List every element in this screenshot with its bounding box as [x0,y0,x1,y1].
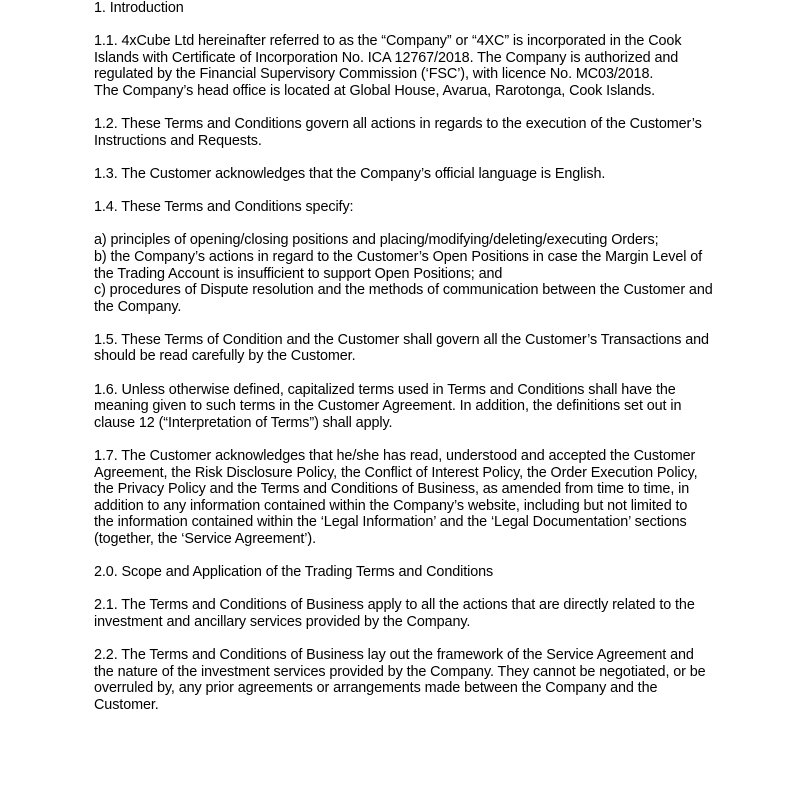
text-line: The Company’s head office is located at Global House, Avarua, Rarotonga, Cook Islands. [94,82,655,99]
text-line: the Privacy Policy and the Terms and Conditions of Business, as amended from time to time, in [94,481,690,498]
text-line: Agreement, the Risk Disclosure Policy, the Conflict of Interest Policy, the Order Execution Policy, [94,464,698,481]
paragraph-intro-heading [94,0,712,17]
text-line: 1.4. These Terms and Conditions specify: [94,199,354,216]
text-line: (together, the ‘Service Agreement’). [94,531,316,547]
text-line: 1.1. 4xCube Ltd hereinafter referred to as the “Company” or “4XC” is incorporated in the Cook [94,33,682,50]
paragraph-clause-1-4 [94,199,712,216]
text-line: the Trading Account is insufficient to support Open Positions; and [94,265,503,282]
text-line: investment and ancillary services provided by the Company. [94,613,471,630]
paragraph-section-2-heading [94,564,712,581]
text-line: 1.5. These Terms of Condition and the Customer shall govern all the Customer’s Transactions and [94,331,709,348]
text-line: overruled by, any prior agreements or arrangements made between the Company and the [94,680,658,697]
text-line: regulated by the Financial Supervisory Commission (‘FSC’), with licence No. MC03/2018. [94,66,654,83]
text-line: clause 12 (“Interpretation of Terms”) shall apply. [94,414,393,431]
text-line: the nature of the investment services provided by the Company. They cannot be negotiated, or be [94,663,706,680]
text-line: the Company. [94,298,182,315]
paragraph-clause-1-7 [94,448,712,548]
terms-document [94,0,712,730]
text-line: Instructions and Requests. [94,132,262,149]
text-line: b) the Company’s actions in regard to the Customer’s Open Positions in case the Margin Level of [94,248,703,265]
text-line: a) principles of opening/closing positions and placing/modifying/deleting/executing Orders; [94,232,659,249]
text-line: c) procedures of Dispute resolution and the methods of communication between the Customer and [94,282,713,299]
paragraph-clause-2-2 [94,647,712,713]
paragraph-clause-1-2 [94,116,712,149]
text-line: 2.0. Scope and Application of the Trading Terms and Conditions [94,564,494,581]
text-line: addition to any information contained within the Company’s website, including but not limited to [94,497,688,514]
text-line: 1.3. The Customer acknowledges that the Company’s official language is English. [94,165,606,182]
text-line: 1. Introduction [94,0,184,16]
text-line: 1.2. These Terms and Conditions govern all actions in regards to the execution of the Customer’s [94,116,702,133]
text-line: should be read carefully by the Customer. [94,348,356,365]
paragraph-clause-1-4-list [94,232,712,315]
text-line: Customer. [94,696,159,713]
text-line: 2.1. The Terms and Conditions of Business apply to all the actions that are directly related to the [94,597,695,614]
paragraph-clause-2-1 [94,597,712,630]
paragraph-clause-1-3 [94,166,712,183]
paragraph-clause-1-5 [94,332,712,365]
paragraph-clause-1-6 [94,382,712,432]
text-line: meaning given to such terms in the Customer Agreement. In addition, the definitions set out in [94,398,682,415]
paragraph-clause-1-1 [94,33,712,99]
text-line: the information contained within the ‘Legal Information’ and the ‘Legal Documentation’ sections [94,514,687,531]
text-line: 1.7. The Customer acknowledges that he/she has read, understood and accepted the Customer [94,448,696,465]
text-line: Islands with Certificate of Incorporation No. ICA 12767/2018. The Company is authorized and [94,49,679,66]
text-line: 2.2. The Terms and Conditions of Business lay out the framework of the Service Agreement and [94,647,694,664]
text-line: 1.6. Unless otherwise defined, capitalized terms used in Terms and Conditions shall have the [94,381,676,398]
